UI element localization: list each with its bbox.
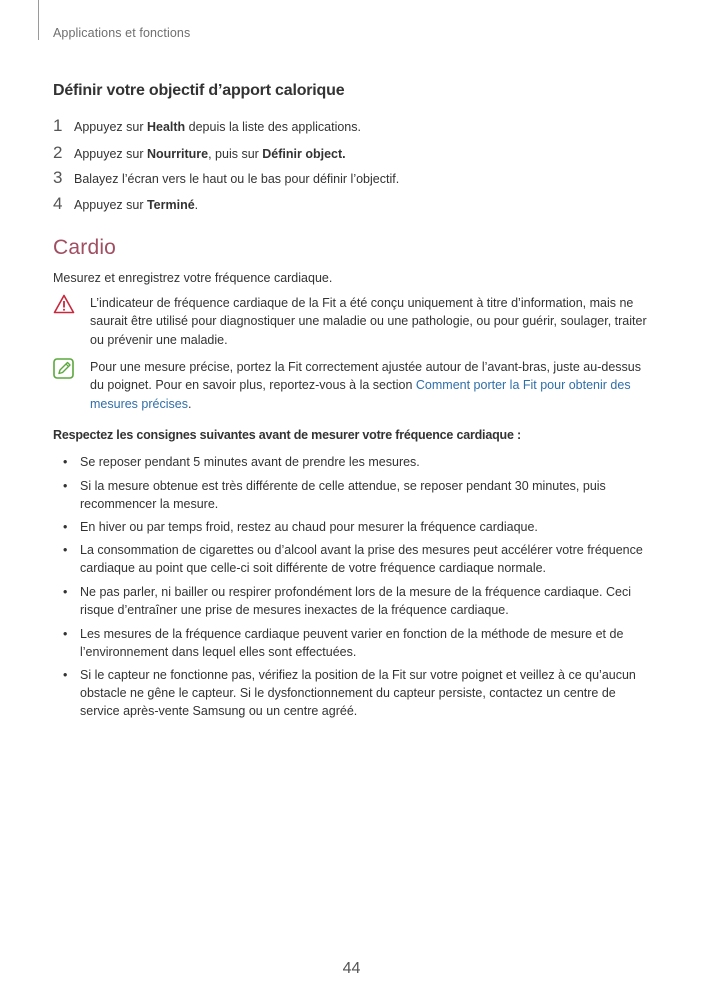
- cardio-title: Cardio: [53, 236, 117, 259]
- step-number: 1: [53, 116, 63, 135]
- step-text: Appuyez sur Health depuis la liste des applications.: [74, 120, 361, 134]
- step-text: Appuyez sur Nourriture, puis sur Définir object.: [74, 147, 346, 161]
- bullet-icon: •: [63, 455, 68, 469]
- tip-link[interactable]: Comment porter la Fit pour obtenir des mesures précises: [90, 378, 631, 411]
- cardio-intro: Mesurez et enregistrez votre fréquence cardiaque.: [53, 271, 333, 285]
- tip-text: Pour une mesure précise, portez la Fit correctement ajustée autour de l’avant-bras, juste au-dessus du poignet. Pour en savoir plus, reportez-vous à la section Comment porter la Fit pour obtenir des mesures précises.: [90, 360, 641, 411]
- calorie-goal-title: Définir votre objectif d’apport calorique: [53, 82, 345, 99]
- bullet-icon: •: [63, 479, 68, 493]
- bullet-icon: •: [63, 668, 68, 682]
- step-1: [53, 116, 361, 138]
- note-pencil-icon: [53, 358, 75, 378]
- step-number: 3: [53, 168, 63, 187]
- step-4: [53, 194, 198, 216]
- consignes-title: Respectez les consignes suivantes avant de mesurer votre fréquence cardiaque :: [53, 428, 521, 442]
- step-text: Balayez l’écran vers le haut ou le bas pour définir l’objectif.: [74, 172, 400, 186]
- bullet-icon: •: [63, 520, 68, 534]
- step-number: 2: [53, 143, 63, 162]
- step-3: [53, 168, 399, 190]
- step-number: 4: [53, 194, 63, 213]
- step-2: [53, 143, 346, 165]
- bullet-icon: •: [63, 627, 68, 641]
- warning-triangle-icon: [53, 294, 75, 314]
- bullet-icon: •: [63, 543, 68, 557]
- warning-text: L’indicateur de fréquence cardiaque de la Fit a été conçu uniquement à titre d’information, mais ne saurait être utilisé pour diagnostiquer une maladie ou une pathologie, ou pour guérir, soulager, traiter ou prévenir une maladie.: [90, 296, 647, 347]
- step-text: Appuyez sur Terminé.: [74, 198, 199, 212]
- header-rule: [38, 0, 39, 40]
- page-number: 44: [342, 960, 361, 977]
- section-header: Applications et fonctions: [53, 26, 191, 40]
- bullet-icon: •: [63, 585, 68, 599]
